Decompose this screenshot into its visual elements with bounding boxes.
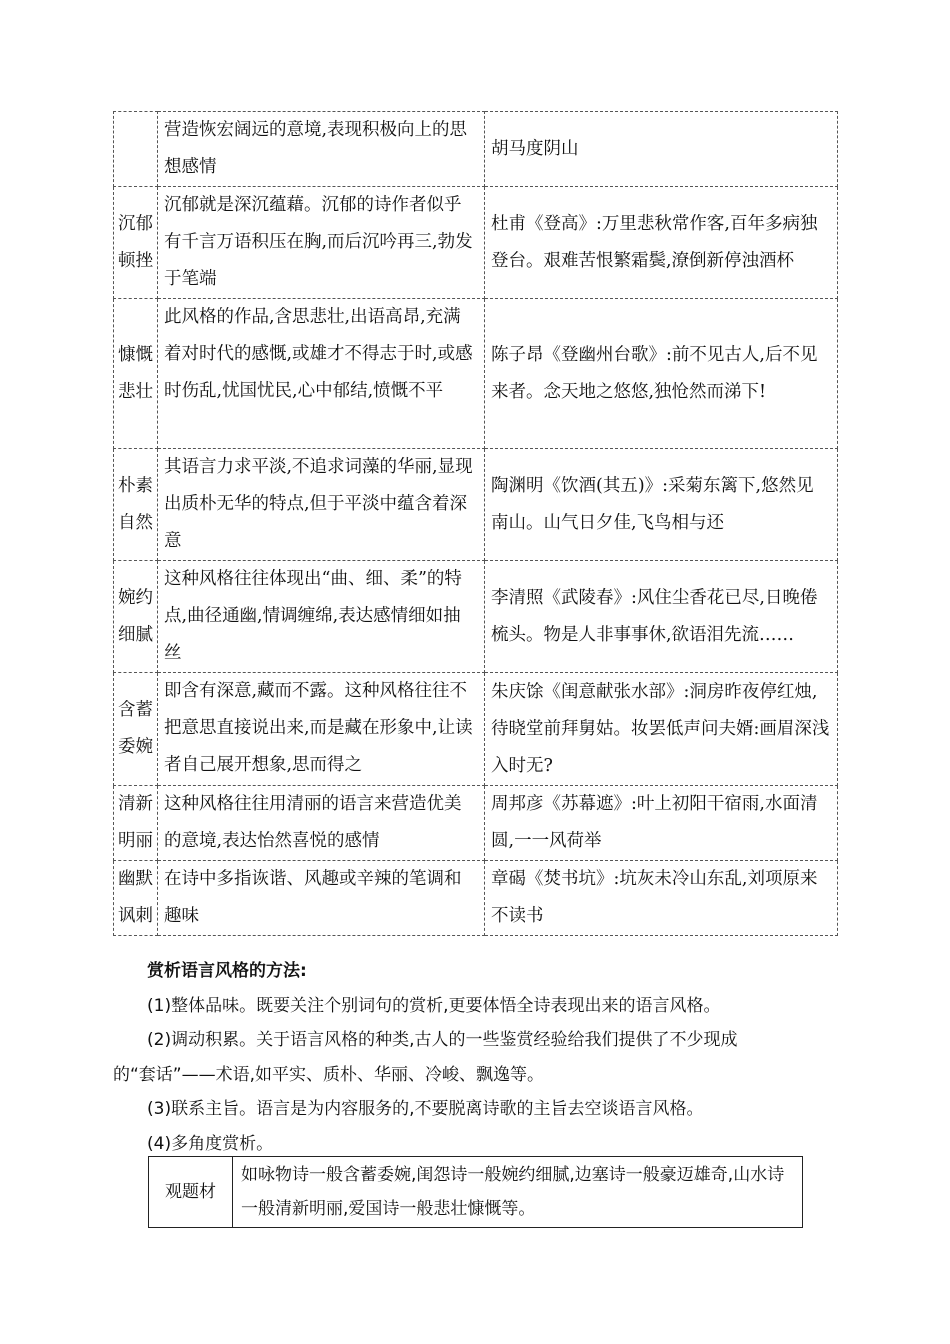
language-style-table (113, 111, 838, 936)
style-description: 沉郁就是深沉蕴藉。沉郁的诗作者似乎有千言万语积压在胸,而后沉吟再三,勃发于笔端 (158, 187, 485, 299)
style-description: 其语言力求平淡,不追求词藻的华丽,显现出质朴无华的特点,但于平淡中蕴含着深意 (158, 449, 485, 561)
style-name: 清新明丽 (114, 786, 158, 861)
method-item: (4)多角度赏析。 (147, 1133, 274, 1154)
style-name: 朴素自然 (114, 449, 158, 561)
style-example: 杜甫《登高》:万里悲秋常作客,百年多病独登台。艰难苦恨繁霜鬓,潦倒新停浊酒杯 (485, 187, 838, 299)
style-name (114, 112, 158, 187)
box-label: 观题材 (149, 1157, 233, 1228)
style-row (114, 561, 838, 673)
style-name: 沉郁顿挫 (114, 187, 158, 299)
style-name: 含蓄委婉 (114, 673, 158, 786)
style-row (114, 786, 838, 861)
style-description: 营造恢宏阔远的意境,表现积极向上的思想感情 (158, 112, 485, 187)
appreciation-methods (113, 954, 843, 1161)
style-example: 陈子昂《登幽州台歌》:前不见古人,后不见来者。念天地之悠悠,独怆然而涕下! (485, 299, 838, 449)
method-item-continued: 的“套话”——术语,如平实、质朴、华丽、冷峻、飘逸等。 (113, 1064, 545, 1085)
style-name: 幽默讽刺 (114, 861, 158, 936)
style-row (114, 112, 838, 187)
style-example: 朱庆馀《闺意献张水部》:洞房昨夜停红烛,待晓堂前拜舅姑。妆罢低声问夫婿:画眉深浅入时无? (485, 673, 838, 786)
style-name: 慷慨悲壮 (114, 299, 158, 449)
style-example: 周邦彦《苏幕遮》:叶上初阳干宿雨,水面清圆,一一风荷举 (485, 786, 838, 861)
methods-title: 赏析语言风格的方法: (147, 961, 307, 981)
style-example: 李清照《武陵春》:风住尘香花已尽,日晚倦梳头。物是人非事事休,欲语泪先流…… (485, 561, 838, 673)
style-description: 这种风格往往用清丽的语言来营造优美的意境,表达怡然喜悦的感情 (158, 786, 485, 861)
box-text: 如咏物诗一般含蓄委婉,闺怨诗一般婉约细腻,边塞诗一般豪迈雄奇,山水诗一般清新明丽,爱国诗一般悲壮慷慨等。 (233, 1157, 803, 1228)
style-example: 章碣《焚书坑》:坑灰未冷山东乱,刘项原来不读书 (485, 861, 838, 936)
style-row (114, 299, 838, 449)
style-description: 在诗中多指诙谐、风趣或辛辣的笔调和趣味 (158, 861, 485, 936)
style-row (114, 861, 838, 936)
style-description: 这种风格往往体现出“曲、细、柔”的特点,曲径通幽,情调缠绵,表达感情细如抽丝 (158, 561, 485, 673)
method-item: (3)联系主旨。语言是为内容服务的,不要脱离诗歌的主旨去空谈语言风格。 (147, 1099, 704, 1119)
style-example: 胡马度阴山 (485, 112, 838, 187)
style-description: 即含有深意,藏而不露。这种风格往往不把意思直接说出来,而是藏在形象中,让读者自己展开想象,思而得之 (158, 673, 485, 786)
subject-matter-box (148, 1156, 803, 1228)
style-row (114, 673, 838, 786)
style-row (114, 187, 838, 299)
method-item: (1)整体品味。既要关注个别词句的赏析,更要体悟全诗表现出来的语言风格。 (147, 995, 721, 1016)
style-name: 婉约细腻 (114, 561, 158, 673)
method-item: (2)调动积累。关于语言风格的种类,古人的一些鉴赏经验给我们提供了不少现成 (147, 1030, 738, 1050)
style-description: 此风格的作品,含思悲壮,出语高昂,充满着对时代的感慨,或雄才不得志于时,或感时伤乱,忧国忧民,心中郁结,愤慨不平 (158, 299, 485, 449)
style-example: 陶渊明《饮酒(其五)》:采菊东篱下,悠然见南山。山气日夕佳,飞鸟相与还 (485, 449, 838, 561)
style-row (114, 449, 838, 561)
